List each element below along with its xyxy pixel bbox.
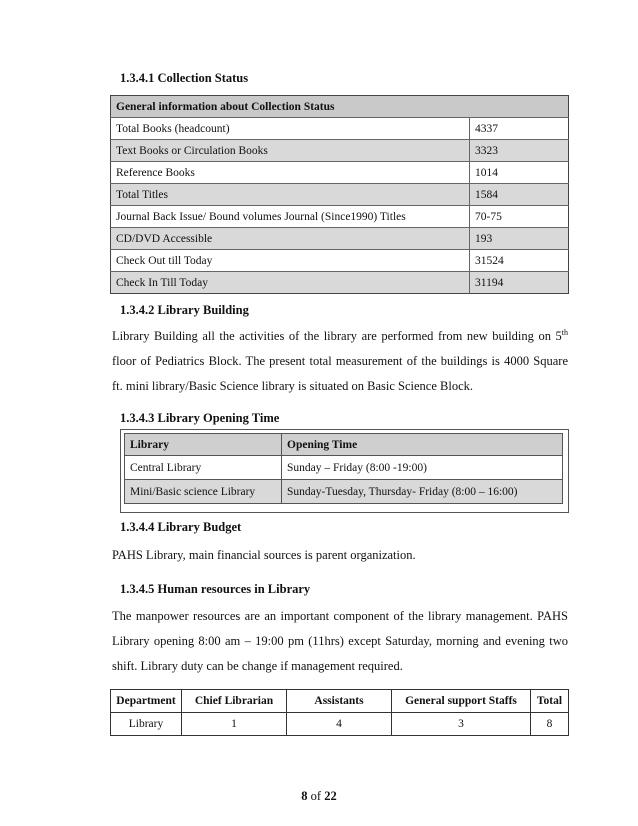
table-row-label: Total Books (headcount) (111, 118, 470, 140)
paragraph-line: ft. mini library/Basic Science library is situated on Basic Science Block. (112, 379, 474, 393)
table-cell: Sunday-Tuesday, Thursday- Friday (8:00 – 16:00) (282, 480, 563, 504)
page-of-label: of (310, 789, 322, 803)
table-cell: Sunday – Friday (8:00 -19:00) (282, 456, 563, 480)
paragraph-line: The manpower resources are an important component of the library management. PAHS (112, 609, 568, 623)
hr-header-chief-librarian: Chief Librarian (182, 690, 287, 713)
section-heading-library-building: 1.3.4.2 Library Building (120, 303, 249, 317)
table-row-value: 31524 (470, 250, 569, 272)
table-row-value: 70-75 (470, 206, 569, 228)
table-cell: Library (111, 713, 182, 736)
table-row-value: 1014 (470, 162, 569, 184)
opening-table-header-time: Opening Time (282, 434, 563, 456)
paragraph-line: shift. Library duty can be change if management required. (112, 659, 403, 673)
table-cell: Central Library (125, 456, 282, 480)
table-row-value: 1584 (470, 184, 569, 206)
table-row-value: 3323 (470, 140, 569, 162)
opening-table-header-library: Library (125, 434, 282, 456)
table-row-label: Reference Books (111, 162, 470, 184)
hr-header-assistants: Assistants (287, 690, 392, 713)
section-heading-opening-time: 1.3.4.3 Library Opening Time (120, 411, 280, 425)
hr-header-department: Department (111, 690, 182, 713)
paragraph-line (112, 329, 568, 344)
paragraph-text: Library Building all the activities of the library are performed from new building on 5 (112, 329, 562, 343)
table-row-label: CD/DVD Accessible (111, 228, 470, 250)
table-row-value: 4337 (470, 118, 569, 140)
opening-time-table (124, 433, 563, 504)
current-page: 8 (301, 789, 308, 803)
table-row-label: Total Titles (111, 184, 470, 206)
page-number (0, 789, 638, 804)
total-pages: 22 (324, 789, 337, 803)
table-cell: 8 (531, 713, 569, 736)
superscript: th (561, 327, 568, 337)
table-row-value: 31194 (470, 272, 569, 294)
collection-table-header: General information about Collection Status (111, 96, 569, 118)
hr-header-support-staffs: General support Staffs (392, 690, 531, 713)
paragraph-line: floor of Pediatrics Block. The present total measurement of the buildings is 4000 Square (112, 354, 568, 368)
paragraph-line: Library opening 8:00 am – 19:00 pm (11hrs) except Saturday, morning and evening two (112, 634, 568, 648)
table-row-label: Check Out till Today (111, 250, 470, 272)
table-row-label: Text Books or Circulation Books (111, 140, 470, 162)
table-row-label: Journal Back Issue/ Bound volumes Journal (Since1990) Titles (111, 206, 470, 228)
table-row-label: Check In Till Today (111, 272, 470, 294)
table-cell: Mini/Basic science Library (125, 480, 282, 504)
table-cell: 1 (182, 713, 287, 736)
human-resources-table (110, 689, 569, 736)
collection-status-table (110, 95, 569, 294)
section-heading-collection-status: 1.3.4.1 Collection Status (120, 71, 249, 85)
opening-time-table-frame (120, 429, 569, 513)
paragraph-line: PAHS Library, main financial sources is parent organization. (112, 548, 416, 562)
section-heading-human-resources: 1.3.4.5 Human resources in Library (120, 582, 311, 596)
section-heading-budget: 1.3.4.4 Library Budget (120, 520, 242, 534)
hr-header-total: Total (531, 690, 569, 713)
table-cell: 3 (392, 713, 531, 736)
table-cell: 4 (287, 713, 392, 736)
table-row-value: 193 (470, 228, 569, 250)
